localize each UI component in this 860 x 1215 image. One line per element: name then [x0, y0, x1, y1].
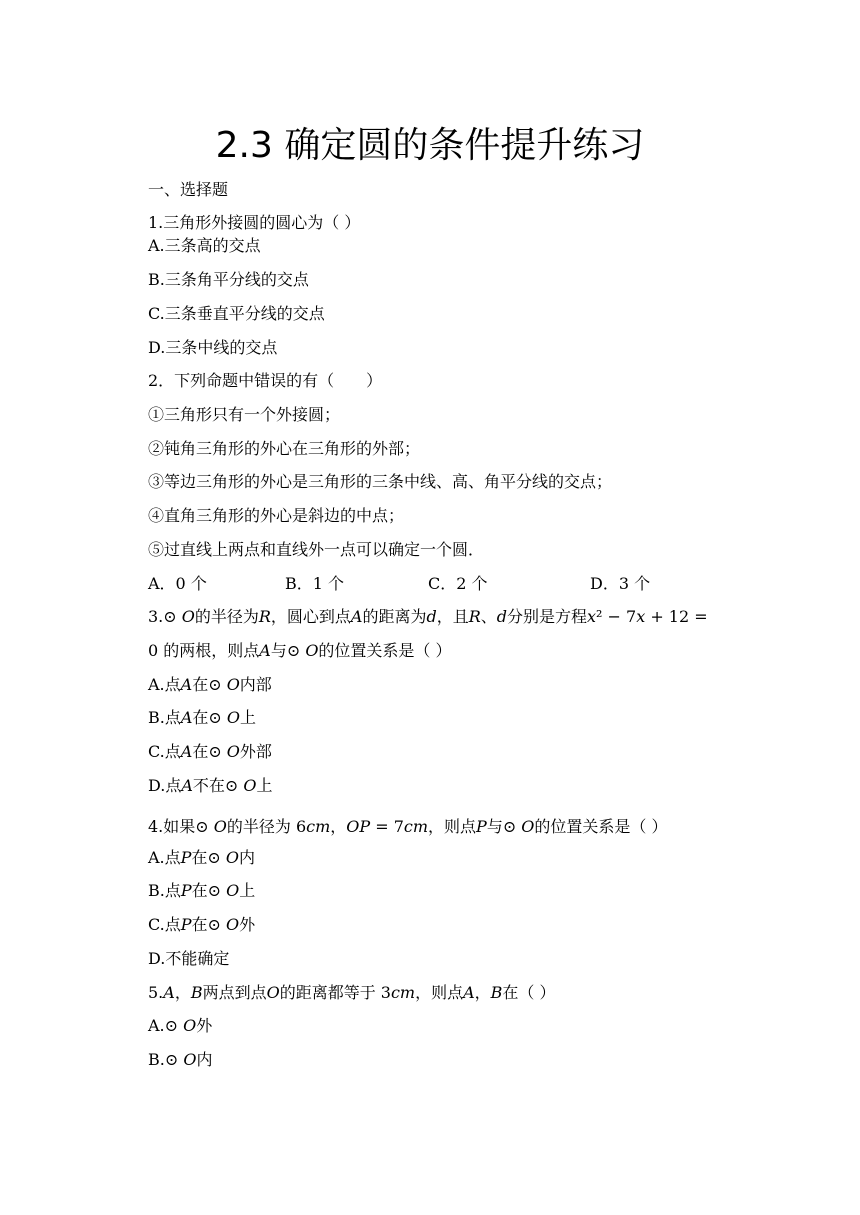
q2-statement-4: ④直角三角形的外心是斜边的中点；: [148, 506, 405, 525]
q4-option-b: B.点𝑃在⊙ 𝑂上: [148, 881, 256, 900]
q2-option-a: A．0 个: [148, 574, 207, 593]
q4-option-a: A.点𝑃在⊙ 𝑂内: [148, 848, 256, 867]
section-heading: 一、选择题: [148, 180, 229, 199]
q2-option-b: B．1 个: [285, 574, 345, 593]
q1-stem: 1.三角形外接圆的圆心为（ ）: [148, 213, 361, 232]
q5-option-b: B.⊙ 𝑂内: [148, 1050, 213, 1069]
q2-statement-3: ③等边三角形的外心是三角形的三条中线、高、角平分线的交点；: [148, 472, 613, 491]
q4-stem: 4.如果⊙ 𝑂的半径为 6𝑐𝑚，𝑂𝑃 = 7𝑐𝑚，则点𝑃与⊙ 𝑂的位置关系是（ ）: [148, 817, 668, 836]
q2-statement-1: ①三角形只有一个外接圆；: [148, 405, 341, 424]
q3-stem-line-1: 3.⊙ 𝑂的半径为𝑅，圆心到点𝐴的距离为𝑑，且𝑅、𝑑分别是方程𝑥² − 7𝑥 + 12 =: [148, 607, 708, 626]
q2-option-d: D．3 个: [590, 574, 651, 593]
q2-option-c: C．2 个: [428, 574, 488, 593]
q5-stem: 5.𝐴，𝐵两点到点𝑂的距离都等于 3𝑐𝑚，则点𝐴，𝐵在（ ）: [148, 983, 556, 1002]
q3-stem-line-2: 0 的两根，则点𝐴与⊙ 𝑂的位置关系是（ ）: [148, 641, 452, 660]
q4-option-c: C.点𝑃在⊙ 𝑂外: [148, 915, 256, 934]
q3-option-b: B.点𝐴在⊙ 𝑂上: [148, 708, 257, 727]
q1-option-c: C.三条垂直平分线的交点: [148, 304, 325, 323]
q2-statement-2: ②钝角三角形的外心在三角形的外部；: [148, 439, 421, 458]
q3-option-c: C.点𝐴在⊙ 𝑂外部: [148, 742, 272, 761]
q1-option-d: D.三条中线的交点: [148, 338, 278, 357]
q3-option-d: D.点𝐴不在⊙ 𝑂上: [148, 776, 273, 795]
page-title: 2.3 确定圆的条件提升练习: [215, 125, 645, 166]
q3-option-a: A.点𝐴在⊙ 𝑂内部: [148, 675, 272, 694]
q1-option-b: B.三条角平分线的交点: [148, 270, 309, 289]
q2-stem: 2．下列命题中错误的有（ ）: [148, 371, 383, 390]
q2-statement-5: ⑤过直线上两点和直线外一点可以确定一个圆．: [148, 540, 485, 559]
q1-option-a: A.三条高的交点: [148, 236, 261, 255]
q4-option-d: D.不能确定: [148, 949, 230, 968]
q5-option-a: A.⊙ 𝑂外: [148, 1016, 213, 1035]
